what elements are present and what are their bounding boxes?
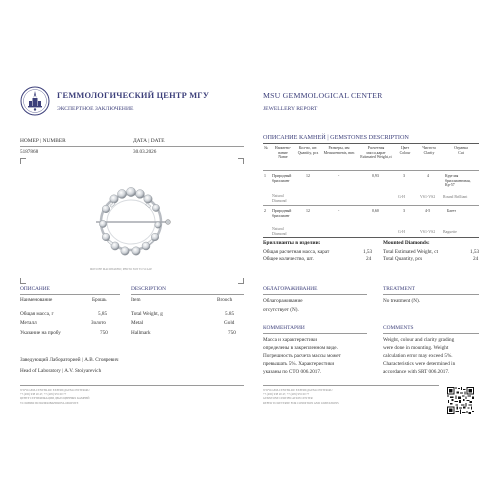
photo-caption: ФОТО НЕ МАСШТАБНО | PHOTO NOT TO SCALE bbox=[90, 268, 153, 271]
divider bbox=[383, 294, 479, 295]
totals-ru-title: Бриллианты в изделии: bbox=[263, 240, 321, 246]
cell-clarity-en: VS1-VS2 bbox=[420, 195, 436, 199]
comments-en-title: COMMENTS bbox=[383, 325, 414, 331]
description-label: Общая масса, г bbox=[20, 311, 54, 317]
footer-ru: WWW.GEM-CENTER.RU EXPERT@GEM-CENTER.RU +7 (495) 938 20 47, +7 (495) 955 60 77 ЦЕНТР СЕРТИФИКАЦИИ ДРАГОЦЕННЫХ КАМНЕЙ УСЛОВИЯ ИСПОЛЬЗОВАНИЯ НА ОБОРОТЕ bbox=[20, 388, 90, 405]
description-label: Item bbox=[131, 297, 141, 303]
description-value: 750 bbox=[228, 330, 236, 336]
total-qty-ru-value: 24 bbox=[366, 256, 372, 262]
brooch-photo bbox=[84, 180, 179, 265]
description-value: Brooch bbox=[217, 297, 233, 303]
cell-name-ru: Природный бриллиант bbox=[272, 174, 292, 183]
divider bbox=[263, 294, 367, 295]
total-weight-ru-value: 1,53 bbox=[363, 249, 373, 255]
col-header-clarity: Чистота Clarity bbox=[422, 146, 436, 155]
divider bbox=[20, 385, 244, 386]
cell-name-en: Natural Diamond bbox=[272, 194, 287, 203]
comments-ru-text: Масса и характеристики определены в закрепленном виде. Погрешность расчета массы может превышать 5%. Характеристики указаны по СТО 006.2017. bbox=[263, 337, 341, 375]
divider bbox=[383, 333, 479, 334]
report-type-en: JEWELLERY REPORT bbox=[263, 106, 318, 112]
cell-weight: 0,93 bbox=[372, 174, 379, 178]
report-type-ru: ЭКСПЕРТНОЕ ЗАКЛЮЧЕНИЕ bbox=[57, 106, 134, 112]
comments-ru-title: КОММЕНТАРИИ bbox=[263, 325, 305, 331]
treatment-en-title: TREATMENT bbox=[383, 286, 416, 292]
signature-ru: Заведующий Лабораторией | А.В. Стояревич bbox=[20, 357, 119, 363]
description-ru-title: ОПИСАНИЕ bbox=[20, 286, 50, 292]
cell-colour-en: G-H bbox=[398, 195, 405, 199]
description-label: Hallmark bbox=[131, 330, 151, 336]
cell-cut-ru: Багет bbox=[447, 209, 456, 213]
description-label: Metal bbox=[131, 320, 144, 326]
divider bbox=[263, 333, 367, 334]
divider bbox=[263, 170, 479, 171]
total-qty-en-value: 24 bbox=[473, 256, 479, 262]
description-value: 5.85 bbox=[225, 311, 235, 317]
cell-colour-ru: 3 bbox=[403, 209, 405, 213]
description-label: Total Weight, g bbox=[131, 311, 163, 317]
description-label: Металл bbox=[20, 320, 37, 326]
date-label: ДАТА | DATE bbox=[133, 138, 165, 144]
cell-colour-en: G-H bbox=[398, 230, 405, 234]
divider bbox=[20, 146, 244, 147]
col-header-name: Наимено-вание Name bbox=[274, 146, 292, 160]
divider bbox=[263, 143, 479, 144]
col-header-number: № bbox=[264, 146, 268, 150]
total-weight-ru-label: Общая расчетная масса, карат bbox=[263, 249, 330, 255]
cell-number: 2 bbox=[264, 209, 266, 213]
description-value: 750 bbox=[100, 330, 108, 336]
number-value: 5187868 bbox=[20, 149, 39, 155]
frame-corner bbox=[20, 278, 26, 284]
number-label: НОМЕР | NUMBER bbox=[20, 138, 66, 144]
footer-en: WWW.GEM-CENTER.RU EXPERT@GEM-CENTER.RU +7 (495) 938 20 47, +7 (495) 955 60 77 GEMSTONE CERTIFICATION CENTER REFER TO REVERSE FOR CONDITION AND LIMITATIONS bbox=[263, 388, 339, 405]
date-value: 30.03.2026 bbox=[133, 149, 157, 155]
signature-en: Head of Laboratory | A.V. Stoiyarevich bbox=[20, 368, 102, 374]
frame-corner bbox=[238, 278, 244, 284]
cell-quantity: 12 bbox=[306, 209, 310, 213]
cell-clarity-en: VS1-VS2 bbox=[420, 230, 436, 234]
divider bbox=[263, 385, 439, 386]
cell-quantity: 12 bbox=[306, 174, 310, 178]
cell-weight: 0,60 bbox=[372, 209, 379, 213]
treatment-ru-text: отсутствует (N). bbox=[263, 307, 299, 313]
total-qty-en-label: Total Quantity, pcs bbox=[383, 256, 423, 262]
treatment-ru-text: Облагораживание bbox=[263, 298, 303, 304]
total-weight-en-value: 1,53 bbox=[470, 249, 480, 255]
description-label: Указание на пробу bbox=[20, 330, 61, 336]
gemstones-title: ОПИСАНИЕ КАМНЕЙ | GEMSTONES DESCRIPTION bbox=[263, 134, 409, 141]
treatment-ru-title: ОБЛАГОРАЖИВАНИЕ bbox=[263, 286, 318, 292]
cell-size: - bbox=[338, 209, 340, 213]
org-title-ru: ГЕММОЛОГИЧЕСКИЙ ЦЕНТР МГУ bbox=[57, 91, 210, 100]
totals-en-title: Mounted Diamonds: bbox=[383, 240, 430, 246]
col-header-colour: Цвет Colour bbox=[399, 146, 411, 155]
divider bbox=[263, 237, 479, 238]
cell-size: - bbox=[338, 174, 340, 178]
qr-code-icon[interactable] bbox=[447, 387, 474, 414]
cell-cut-ru: Круглая бриллиантовая, Кр-57 bbox=[445, 174, 471, 188]
total-qty-ru-label: Общее количество, шт. bbox=[263, 256, 314, 262]
msu-gemmological-center-logo-icon bbox=[20, 86, 50, 116]
cell-name-ru: Природный бриллиант bbox=[272, 209, 292, 218]
description-value: Золото bbox=[91, 320, 107, 326]
comments-en-text: Weight, colour and clarity grading were done in mounting. Weight calculation error may exceed 5%. Characteristics were determined in accordance with SRT 006.2017. bbox=[383, 337, 456, 375]
cell-name-en: Natural Diamond bbox=[272, 227, 287, 236]
total-weight-en-label: Total Estimated Weight, ct bbox=[383, 249, 439, 255]
cell-colour-ru: 3 bbox=[403, 174, 405, 178]
divider bbox=[263, 205, 479, 206]
frame-corner bbox=[20, 158, 26, 164]
org-title-en: MSU GEMMOLOGICAL CENTER bbox=[263, 91, 383, 100]
col-header-weight: Расчетная масса,карат Estimated Weight,ct bbox=[360, 146, 392, 160]
cell-number: 1 bbox=[264, 174, 266, 178]
description-en-title: DESCRIPTION bbox=[131, 286, 167, 292]
cell-cut-en: Round Brilliant bbox=[443, 195, 468, 199]
frame-corner bbox=[238, 158, 244, 164]
col-header-measurements: Размеры, мм Measurements, mm bbox=[323, 146, 355, 155]
description-value: 5,85 bbox=[98, 311, 108, 317]
treatment-en-text: No treatment (N). bbox=[383, 298, 421, 304]
divider bbox=[131, 294, 244, 295]
cell-clarity-ru: 4-5 bbox=[425, 209, 431, 213]
description-value: Gold bbox=[224, 320, 235, 326]
cell-cut-en: Baguette bbox=[443, 230, 457, 234]
cell-clarity-ru: 4 bbox=[427, 174, 429, 178]
description-label: Наименование bbox=[20, 297, 53, 303]
col-header-quantity: Кол-во, шт. Quantity, pcs bbox=[297, 146, 319, 155]
description-value: Брошь bbox=[92, 297, 107, 303]
col-header-cut: Огранка Cut bbox=[454, 146, 468, 155]
divider bbox=[20, 294, 120, 295]
